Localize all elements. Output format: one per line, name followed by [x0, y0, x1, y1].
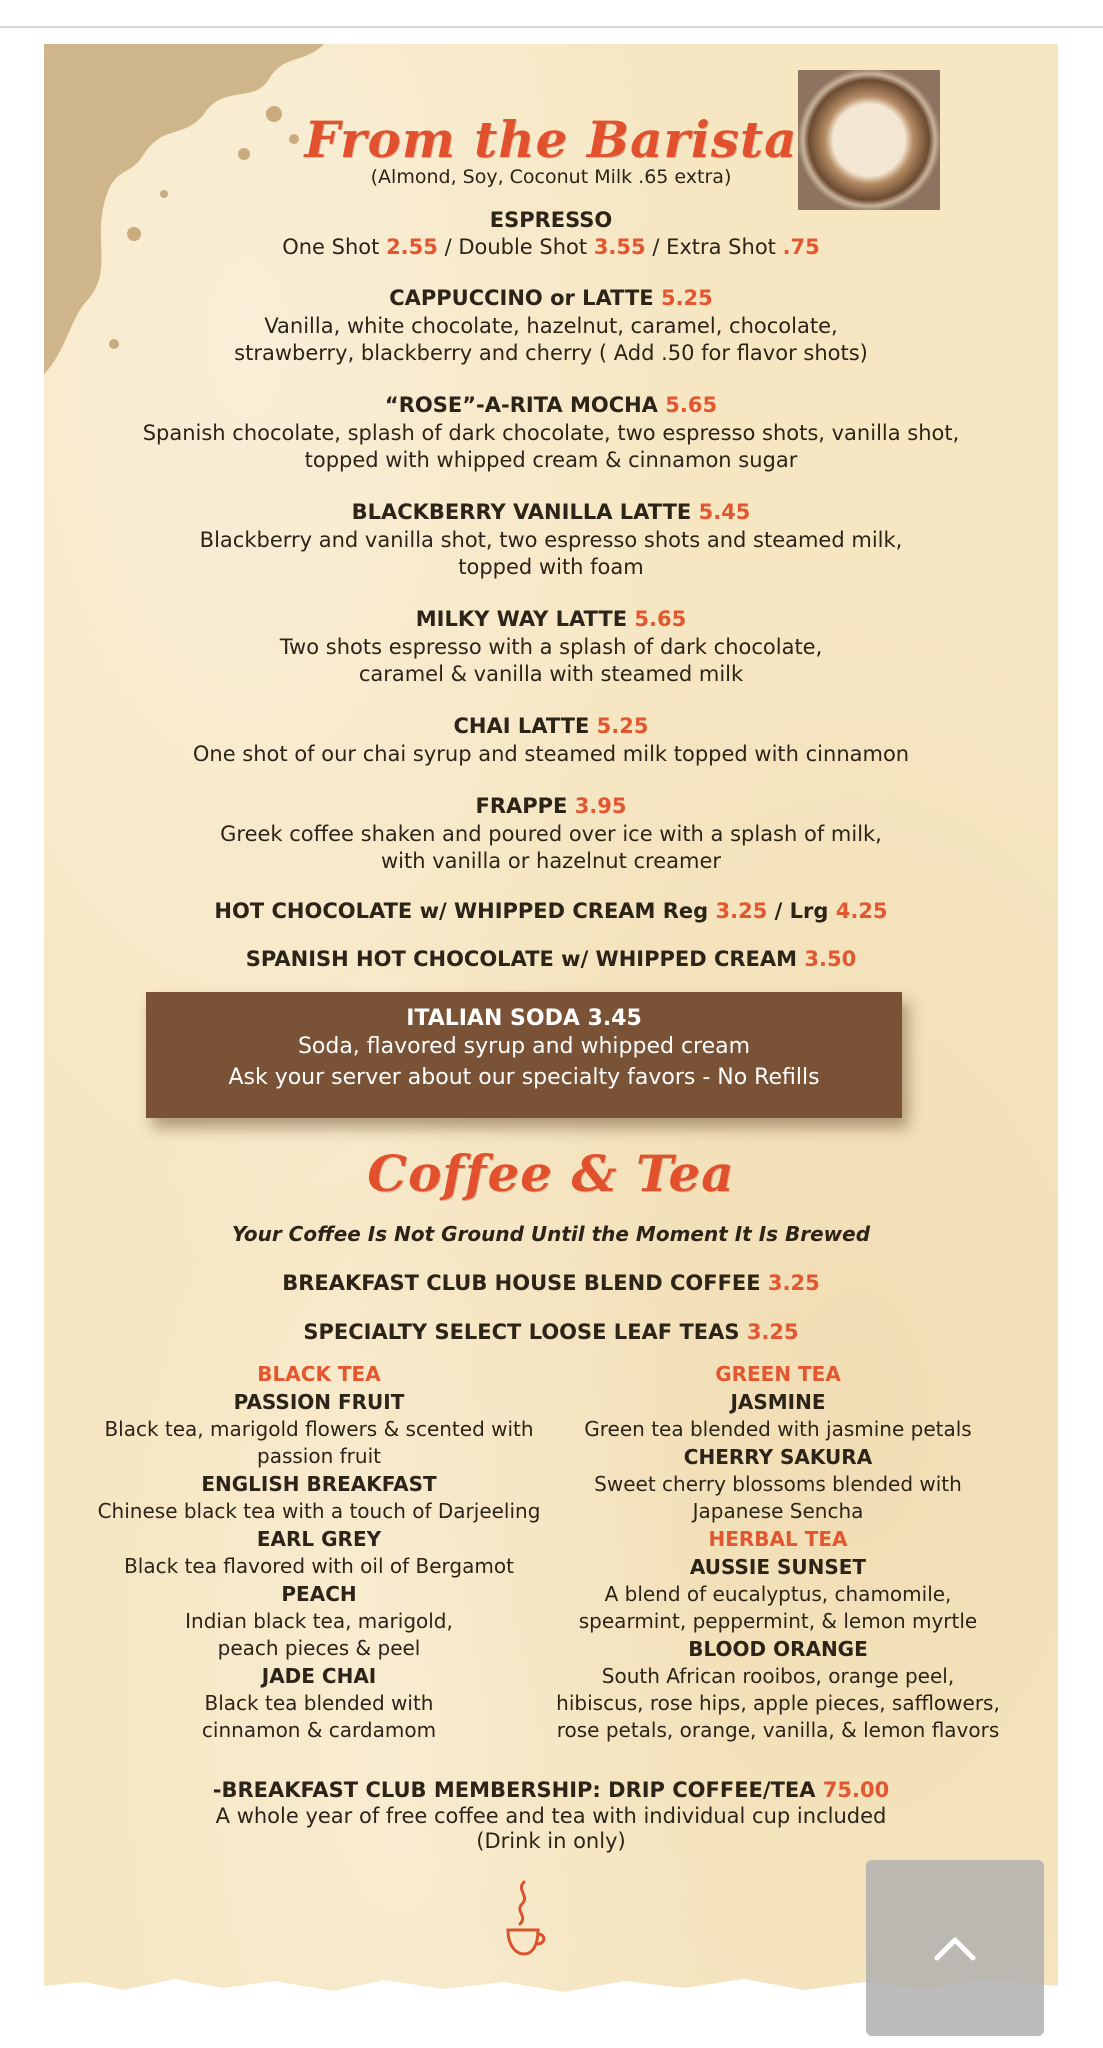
black-tea-column [79, 1360, 559, 1744]
tea-desc: Japanese Sencha [692, 1499, 864, 1523]
milk-note: (Almond, Soy, Coconut Milk .65 extra) [370, 166, 732, 188]
membership-desc-1: A whole year of free coffee and tea with individual cup included [215, 1804, 887, 1828]
membership-heading [44, 1778, 1058, 1802]
hot-chocolate-name: HOT CHOCOLATE w/ WHIPPED CREAM Reg [214, 899, 716, 923]
membership-desc-2: (Drink in only) [476, 1829, 626, 1853]
rose-mocha-heading [44, 393, 1058, 417]
cappuccino-name: CAPPUCCINO or LATTE [389, 286, 661, 310]
membership-price: 75.00 [822, 1778, 890, 1802]
tea-desc: Black tea flavored with oil of Bergamot [124, 1554, 514, 1578]
spanish-hot-chocolate-line [44, 947, 1058, 971]
espresso-prices [44, 234, 1058, 261]
house-blend-price: 3.25 [767, 1271, 820, 1295]
rose-mocha-desc-2: topped with whipped cream & cinnamon sugar [304, 448, 798, 472]
rose-mocha-price: 5.65 [665, 393, 718, 417]
loose-leaf-name: SPECIALTY SELECT LOOSE LEAF TEAS [303, 1320, 747, 1344]
one-shot-label: One Shot [282, 235, 387, 259]
tea-desc: Black tea, marigold flowers & scented with [104, 1417, 534, 1441]
milky-way-price: 5.65 [634, 607, 687, 631]
frappe-name: FRAPPE [475, 794, 575, 818]
tea-desc: Green tea blended with jasmine petals [584, 1417, 972, 1441]
italian-soda-desc-1: Soda, flavored syrup and whipped cream [297, 1034, 751, 1059]
extra-shot-label: / Extra Shot [645, 235, 783, 259]
herbal-tea-category: HERBAL TEA [708, 1527, 848, 1551]
hot-chocolate-lrg-label: / Lrg [767, 899, 836, 923]
tea-desc: Sweet cherry blossoms blended with [594, 1472, 962, 1496]
spanish-hot-chocolate-name: SPANISH HOT CHOCOLATE w/ WHIPPED CREAM [245, 947, 805, 971]
tea-name: BLOOD ORANGE [688, 1637, 868, 1661]
frappe-heading [44, 794, 1058, 818]
chevron-up-icon [933, 1934, 977, 1962]
frappe-price: 3.95 [574, 794, 627, 818]
loose-leaf-price: 3.25 [746, 1320, 799, 1344]
double-shot-label: / Double Shot [437, 235, 594, 259]
black-tea-category: BLACK TEA [257, 1362, 381, 1386]
italian-soda-name: ITALIAN SODA 3.45 [406, 1006, 642, 1031]
tea-name: JADE CHAI [261, 1664, 377, 1688]
espresso-name: ESPRESSO [489, 208, 613, 232]
tea-desc: passion fruit [257, 1444, 381, 1468]
house-blend-name: BREAKFAST CLUB HOUSE BLEND COFFEE [282, 1271, 768, 1295]
hot-chocolate-lrg-price: 4.25 [835, 899, 888, 923]
hot-chocolate-reg-price: 3.25 [715, 899, 768, 923]
blackberry-latte-desc-1: Blackberry and vanilla shot, two espresso shots and steamed milk, [199, 528, 903, 552]
green-herbal-tea-column [538, 1360, 1018, 1744]
tea-desc: hibiscus, rose hips, apple pieces, safflowers, [556, 1691, 1000, 1715]
blackberry-latte-name: BLACKBERRY VANILLA LATTE [351, 500, 699, 524]
spanish-hot-chocolate-price: 3.50 [804, 947, 857, 971]
tea-desc: Indian black tea, marigold, [185, 1609, 453, 1633]
milky-way-desc-1: Two shots espresso with a splash of dark chocolate, [279, 635, 823, 659]
scroll-to-top-button[interactable] [866, 1860, 1044, 2036]
milky-way-name: MILKY WAY LATTE [415, 607, 635, 631]
cappuccino-heading [44, 286, 1058, 310]
tea-desc: peach pieces & peel [217, 1636, 421, 1660]
tea-desc: spearmint, peppermint, & lemon myrtle [578, 1609, 978, 1633]
loose-leaf-line [44, 1320, 1058, 1344]
house-blend-line [44, 1271, 1058, 1295]
barista-section-title: From the Barista [304, 110, 798, 169]
latte-art-photo [798, 70, 940, 210]
tea-desc: Chinese black tea with a touch of Darjeeling [97, 1499, 541, 1523]
frappe-desc-2: with vanilla or hazelnut creamer [380, 849, 722, 873]
milky-way-desc-2: caramel & vanilla with steamed milk [358, 662, 744, 686]
hot-chocolate-line [44, 899, 1058, 923]
italian-soda-box [146, 992, 902, 1118]
coffee-tea-section-title: Coffee & Tea [367, 1144, 735, 1203]
italian-soda-desc-2: Ask your server about our specialty favors - No Refills [228, 1065, 820, 1090]
cappuccino-price: 5.25 [660, 286, 713, 310]
tea-name: CHERRY SAKURA [683, 1445, 873, 1469]
coffee-tagline: Your Coffee Is Not Ground Until the Moment It Is Brewed [231, 1222, 871, 1246]
double-shot-price: 3.55 [593, 235, 646, 259]
membership-name: -BREAKFAST CLUB MEMBERSHIP: DRIP COFFEE/TEA [212, 1778, 823, 1802]
top-divider [0, 26, 1103, 28]
tea-desc: cinnamon & cardamom [201, 1718, 437, 1742]
tea-desc: South African rooibos, orange peel, [601, 1664, 955, 1688]
rose-mocha-desc-1: Spanish chocolate, splash of dark chocolate, two espresso shots, vanilla shot, [142, 421, 960, 445]
chai-name: CHAI LATTE [453, 714, 597, 738]
blackberry-latte-price: 5.45 [698, 500, 751, 524]
tea-name: ENGLISH BREAKFAST [201, 1472, 437, 1496]
milky-way-heading [44, 607, 1058, 631]
menu-page [44, 44, 1058, 2004]
coffee-cup-icon [500, 1878, 546, 1960]
tea-desc: rose petals, orange, vanilla, & lemon flavors [556, 1718, 1000, 1742]
tea-name: JASMINE [730, 1390, 826, 1414]
chai-price: 5.25 [596, 714, 649, 738]
tea-name: EARL GREY [256, 1527, 382, 1551]
cappuccino-desc-1: Vanilla, white chocolate, hazelnut, caramel, chocolate, [264, 314, 838, 338]
extra-shot-price: .75 [782, 235, 820, 259]
tea-name: PASSION FRUIT [233, 1390, 405, 1414]
blackberry-latte-desc-2: topped with foam [458, 555, 644, 579]
chai-desc-1: One shot of our chai syrup and steamed milk topped with cinnamon [192, 742, 910, 766]
cappuccino-desc-2: strawberry, blackberry and cherry ( Add .50 for flavor shots) [234, 341, 868, 365]
green-tea-category: GREEN TEA [715, 1362, 841, 1386]
one-shot-price: 2.55 [386, 235, 438, 259]
frappe-desc-1: Greek coffee shaken and poured over ice with a splash of milk, [220, 822, 882, 846]
tea-desc: A blend of eucalyptus, chamomile, [604, 1582, 952, 1606]
tea-desc: Black tea blended with [204, 1691, 434, 1715]
chai-heading [44, 714, 1058, 738]
tea-name: AUSSIE SUNSET [689, 1555, 867, 1579]
blackberry-latte-heading [44, 500, 1058, 524]
tea-name: PEACH [281, 1582, 357, 1606]
rose-mocha-name: “ROSE”-A-RITA MOCHA [384, 393, 666, 417]
